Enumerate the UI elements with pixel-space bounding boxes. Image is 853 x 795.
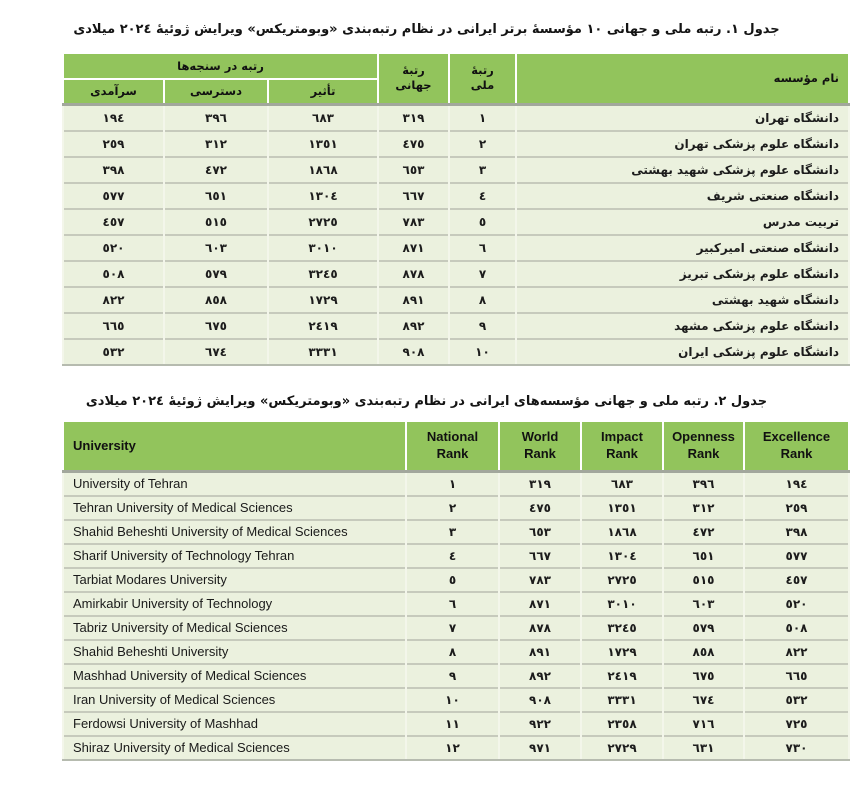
national-rank-cell: ٣: [406, 520, 499, 544]
excellence-rank-cell: ٥٢٠: [63, 235, 164, 261]
table-row: [63, 712, 849, 736]
world-rank-cell: ٩٠٨: [499, 688, 581, 712]
header-line: جهانی: [395, 78, 432, 93]
world-rank-cell: ٩٧١: [499, 736, 581, 760]
table-row: [63, 313, 849, 339]
table-row: [63, 568, 849, 592]
openness-rank-cell: ٥١٥: [663, 568, 744, 592]
impact-rank-cell: ٢٣٥٨: [581, 712, 663, 736]
header-line: Rank: [524, 445, 556, 461]
openness-rank-cell: ٨٥٨: [164, 287, 268, 313]
excellence-rank-cell: ٥٣٢: [63, 339, 164, 365]
university-name-cell: Mashhad University of Medical Sciences: [63, 664, 406, 688]
col-header-metrics-group: رتبه در سنجه‌ها: [63, 53, 378, 79]
national-rank-cell: ١٠: [449, 339, 516, 365]
institution-name-cell: دانشگاه صنعتی شریف: [516, 183, 849, 209]
institution-name-cell: دانشگاه علوم پزشکی تبریز: [516, 261, 849, 287]
institution-name-cell: دانشگاه علوم پزشکی شهید بهشتی: [516, 157, 849, 183]
col-header-excellence-rank: [744, 421, 849, 472]
rank-table-en: [62, 420, 850, 761]
impact-rank-cell: ٢٧٢٩: [581, 736, 663, 760]
excellence-rank-cell: ٨٢٢: [63, 287, 164, 313]
world-rank-cell: ٨٧٨: [499, 616, 581, 640]
col-header-openness-rank: [663, 421, 744, 472]
header-line: World: [521, 428, 559, 444]
header-line: Rank: [606, 445, 638, 461]
world-rank-cell: ٧٨٣: [499, 568, 581, 592]
excellence-rank-cell: ١٩٤: [744, 471, 849, 496]
excellence-rank-cell: ٥٧٧: [63, 183, 164, 209]
table2-body: [63, 471, 849, 760]
excellence-rank-cell: ٥٢٠: [744, 592, 849, 616]
national-rank-cell: ١١: [406, 712, 499, 736]
excellence-rank-cell: ٣٩٨: [63, 157, 164, 183]
impact-rank-cell: ١٣٥١: [268, 131, 378, 157]
impact-rank-cell: ٢٧٢٥: [581, 568, 663, 592]
table1-body: [63, 105, 849, 366]
openness-rank-cell: ٣٩٦: [663, 471, 744, 496]
table-row: [63, 520, 849, 544]
header-line: Rank: [436, 445, 469, 461]
university-name-cell: Tehran University of Medical Sciences: [63, 496, 406, 520]
world-rank-cell: ٤٧٥: [378, 131, 449, 157]
openness-rank-cell: ٨٥٨: [663, 640, 744, 664]
col-header-institution-name: نام مؤسسه: [516, 53, 849, 105]
impact-rank-cell: ٢٧٢٥: [268, 209, 378, 235]
institution-name-cell: دانشگاه شهید بهشتی: [516, 287, 849, 313]
openness-rank-cell: ٣١٢: [164, 131, 268, 157]
national-rank-cell: ٦: [449, 235, 516, 261]
table-row: [63, 640, 849, 664]
col-header-university: University: [63, 421, 406, 472]
table-row: [63, 664, 849, 688]
national-rank-cell: ٤: [406, 544, 499, 568]
col-header-world-rank: [499, 421, 581, 472]
openness-rank-cell: ٣٩٦: [164, 105, 268, 132]
impact-rank-cell: ١٨٦٨: [268, 157, 378, 183]
national-rank-cell: ١: [449, 105, 516, 132]
national-rank-cell: ٩: [406, 664, 499, 688]
openness-rank-cell: ٦٠٣: [663, 592, 744, 616]
excellence-rank-cell: ٥٣٢: [744, 688, 849, 712]
table-row: [63, 592, 849, 616]
openness-rank-cell: ٧١٦: [663, 712, 744, 736]
openness-rank-cell: ٦٥١: [164, 183, 268, 209]
national-rank-cell: ٩: [449, 313, 516, 339]
national-rank-cell: ٢: [449, 131, 516, 157]
world-rank-cell: ٦٥٣: [499, 520, 581, 544]
header-line: National: [426, 428, 479, 444]
openness-rank-cell: ٤٧٢: [663, 520, 744, 544]
world-rank-cell: ٦٦٧: [378, 183, 449, 209]
excellence-rank-cell: ٢٥٩: [744, 496, 849, 520]
institution-name-cell: دانشگاه علوم پزشکی تهران: [516, 131, 849, 157]
world-rank-cell: ٣١٩: [499, 471, 581, 496]
institution-name-cell: تربیت مدرس: [516, 209, 849, 235]
excellence-rank-cell: ٣٩٨: [744, 520, 849, 544]
excellence-rank-cell: ٥٧٧: [744, 544, 849, 568]
impact-rank-cell: ٦٨٣: [581, 471, 663, 496]
excellence-rank-cell: ٦٦٥: [63, 313, 164, 339]
table-row: [63, 235, 849, 261]
excellence-rank-cell: ٧٢٥: [744, 712, 849, 736]
header-line: Excellence: [762, 428, 831, 444]
col-header-impact-rank: [581, 421, 663, 472]
impact-rank-cell: ٣٣٣١: [268, 339, 378, 365]
world-rank-cell: ٤٧٥: [499, 496, 581, 520]
impact-rank-cell: ٣٢٤٥: [581, 616, 663, 640]
national-rank-cell: ٥: [449, 209, 516, 235]
impact-rank-cell: ١٣٠٤: [268, 183, 378, 209]
world-rank-cell: ٨٩١: [378, 287, 449, 313]
table-row: [63, 209, 849, 235]
table-row: [63, 544, 849, 568]
table2-header: [63, 421, 849, 472]
national-rank-cell: ١: [406, 471, 499, 496]
impact-rank-cell: ٢٤١٩: [581, 664, 663, 688]
openness-rank-cell: ٦٧٥: [663, 664, 744, 688]
excellence-rank-cell: ٥٠٨: [744, 616, 849, 640]
national-rank-cell: ٥: [406, 568, 499, 592]
world-rank-cell: ٨٩٢: [378, 313, 449, 339]
openness-rank-cell: ٤٧٢: [164, 157, 268, 183]
col-header-national-rank: [449, 53, 516, 105]
rank-table-fa: [62, 52, 850, 367]
university-name-cell: Sharif University of Technology Tehran: [63, 544, 406, 568]
table1-header: [63, 53, 849, 105]
header-row: [63, 53, 849, 79]
table-row: [63, 616, 849, 640]
world-rank-cell: ٨٧١: [499, 592, 581, 616]
impact-rank-cell: ٦٨٣: [268, 105, 378, 132]
university-name-cell: University of Tehran: [63, 471, 406, 496]
table-row: [63, 183, 849, 209]
openness-rank-cell: ٦٧٥: [164, 313, 268, 339]
national-rank-cell: ٢: [406, 496, 499, 520]
header-line: Impact: [601, 428, 643, 444]
openness-rank-cell: ٥٧٩: [164, 261, 268, 287]
openness-rank-cell: ٣١٢: [663, 496, 744, 520]
table-row: [63, 688, 849, 712]
institution-name-cell: دانشگاه علوم پزشکی مشهد: [516, 313, 849, 339]
national-rank-cell: ٨: [449, 287, 516, 313]
openness-rank-cell: ٥١٥: [164, 209, 268, 235]
col-header-world-rank: [378, 53, 449, 105]
header-row: [63, 421, 849, 472]
excellence-rank-cell: ٤٥٧: [744, 568, 849, 592]
excellence-rank-cell: ٤٥٧: [63, 209, 164, 235]
header-line: Openness: [672, 428, 735, 444]
national-rank-cell: ٤: [449, 183, 516, 209]
impact-rank-cell: ٢٤١٩: [268, 313, 378, 339]
excellence-rank-cell: ٥٠٨: [63, 261, 164, 287]
institution-name-cell: دانشگاه صنعتی امیرکبیر: [516, 235, 849, 261]
header-line: Rank: [780, 445, 813, 461]
university-name-cell: Shiraz University of Medical Sciences: [63, 736, 406, 760]
national-rank-cell: ١٢: [406, 736, 499, 760]
world-rank-cell: ٧٨٣: [378, 209, 449, 235]
table-row: [63, 261, 849, 287]
university-name-cell: Amirkabir University of Technology: [63, 592, 406, 616]
header-line: رتبهٔ: [402, 63, 425, 78]
openness-rank-cell: ٦٧٤: [663, 688, 744, 712]
impact-rank-cell: ٣٢٤٥: [268, 261, 378, 287]
university-name-cell: Shahid Beheshti University: [63, 640, 406, 664]
col-header-national-rank: [406, 421, 499, 472]
table-row: [63, 287, 849, 313]
national-rank-cell: ٣: [449, 157, 516, 183]
col-header-openness: دسترسی: [164, 79, 268, 105]
header-line: Rank: [687, 445, 720, 461]
excellence-rank-cell: ٢٥٩: [63, 131, 164, 157]
world-rank-cell: ٨٩٢: [499, 664, 581, 688]
excellence-rank-cell: ٨٢٢: [744, 640, 849, 664]
impact-rank-cell: ١٣٠٤: [581, 544, 663, 568]
world-rank-cell: ٨٧١: [378, 235, 449, 261]
world-rank-cell: ٩٢٢: [499, 712, 581, 736]
impact-rank-cell: ١٣٥١: [581, 496, 663, 520]
table-row: [63, 736, 849, 760]
table-row: [63, 157, 849, 183]
national-rank-cell: ٧: [406, 616, 499, 640]
university-name-cell: Iran University of Medical Sciences: [63, 688, 406, 712]
table-row: [63, 105, 849, 132]
header-line: رتبهٔ: [471, 63, 494, 78]
world-rank-cell: ٦٥٣: [378, 157, 449, 183]
impact-rank-cell: ١٧٢٩: [268, 287, 378, 313]
world-rank-cell: ٦٦٧: [499, 544, 581, 568]
table-row: [63, 496, 849, 520]
university-name-cell: Shahid Beheshti University of Medical Sciences: [63, 520, 406, 544]
world-rank-cell: ٨٧٨: [378, 261, 449, 287]
openness-rank-cell: ٦٧٤: [164, 339, 268, 365]
world-rank-cell: ٣١٩: [378, 105, 449, 132]
table-row: [63, 131, 849, 157]
excellence-rank-cell: ٧٣٠: [744, 736, 849, 760]
national-rank-cell: ١٠: [406, 688, 499, 712]
university-name-cell: Ferdowsi University of Mashhad: [63, 712, 406, 736]
impact-rank-cell: ٣٣٣١: [581, 688, 663, 712]
openness-rank-cell: ٥٧٩: [663, 616, 744, 640]
world-rank-cell: ٩٠٨: [378, 339, 449, 365]
impact-rank-cell: ١٨٦٨: [581, 520, 663, 544]
impact-rank-cell: ٣٠١٠: [268, 235, 378, 261]
table1-caption: جدول ١. رتبه ملی و جهانی ١٠ مؤسسهٔ برتر ایرانی در نظام رتبه‌بندی «وبومتریکس» ویرایش ژوئیهٔ ٢٠٢٤ میلادی: [73, 22, 780, 37]
table-row: [63, 471, 849, 496]
national-rank-cell: ٨: [406, 640, 499, 664]
header-line: ملی: [470, 78, 495, 93]
openness-rank-cell: ٦٥١: [663, 544, 744, 568]
table2-caption: جدول ٢. رتبه ملی و جهانی مؤسسه‌های ایرانی در نظام رتبه‌بندی «وبومتریکس» ویرایش ژوئیهٔ ٢٠٢٤ میلادی: [85, 394, 768, 410]
col-header-excellence: سرآمدی: [63, 79, 164, 105]
excellence-rank-cell: ١٩٤: [63, 105, 164, 132]
university-name-cell: Tarbiat Modares University: [63, 568, 406, 592]
table-row: [63, 339, 849, 365]
impact-rank-cell: ١٧٢٩: [581, 640, 663, 664]
excellence-rank-cell: ٦٦٥: [744, 664, 849, 688]
institution-name-cell: دانشگاه تهران: [516, 105, 849, 132]
national-rank-cell: ٧: [449, 261, 516, 287]
col-header-impact: تأثیر: [268, 79, 378, 105]
national-rank-cell: ٦: [406, 592, 499, 616]
institution-name-cell: دانشگاه علوم پزشکی ایران: [516, 339, 849, 365]
openness-rank-cell: ٦٠٣: [164, 235, 268, 261]
university-name-cell: Tabriz University of Medical Sciences: [63, 616, 406, 640]
openness-rank-cell: ٦٣١: [663, 736, 744, 760]
world-rank-cell: ٨٩١: [499, 640, 581, 664]
impact-rank-cell: ٣٠١٠: [581, 592, 663, 616]
